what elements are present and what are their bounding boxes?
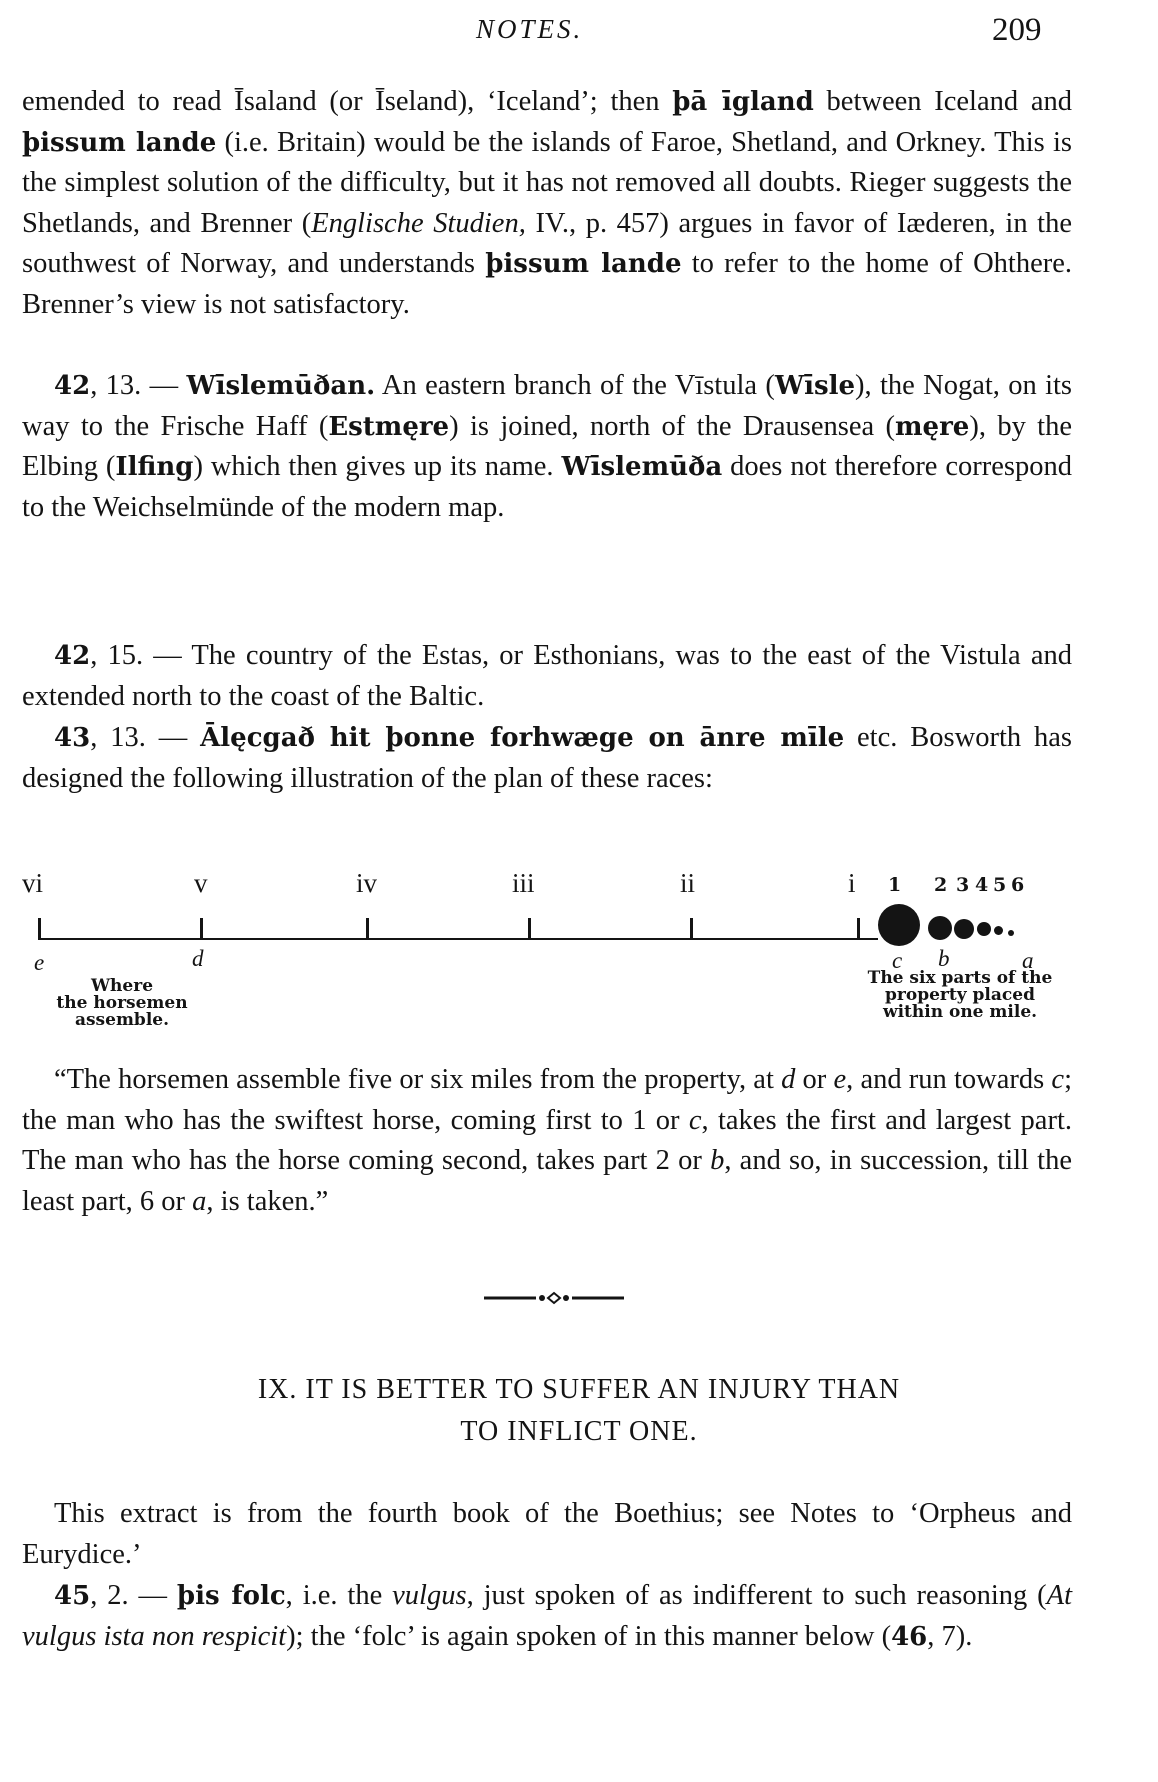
text-run: , just spoken of as indifferent to such reasoning (	[466, 1580, 1047, 1611]
part-number-1: 1	[888, 874, 902, 896]
line-reference: 46	[891, 1621, 928, 1652]
note-continuation	[22, 82, 1072, 325]
page-number: 209	[992, 12, 1042, 48]
caption-line: property placed	[885, 985, 1035, 1005]
text-run: , and run towards	[846, 1064, 1052, 1095]
note-45-2	[22, 1576, 1072, 1657]
italic-letter: e	[833, 1064, 847, 1095]
paragraph-boethius: This extract is from the fourth book of the Boethius; see Notes to ‘Orpheus and Eurydice.’	[22, 1498, 1072, 1570]
text-run: An eastern branch of the Vīstula (	[375, 370, 775, 401]
line-reference: 45	[54, 1581, 91, 1611]
old-english-term: þissum lande	[22, 127, 217, 158]
text-run: , 15. — The country of the Estas, or Esthonians, was to the east of the Vistula and extended north to the coast of the Baltic.	[22, 640, 1072, 712]
paragraph-iceland	[22, 82, 1072, 325]
caption-line: the horsemen	[56, 993, 188, 1013]
marker-ii: ii	[680, 868, 696, 898]
part-number-5: 5	[993, 874, 1007, 896]
italic-letter: c	[688, 1104, 702, 1136]
text-run: , 2. —	[90, 1580, 177, 1611]
property-part-4	[977, 922, 991, 936]
text-run: ), the Nogat, on its way to the Frische Haff (	[22, 370, 1072, 442]
label-b: b	[938, 946, 950, 971]
line-reference: 42	[54, 371, 91, 401]
tick-v	[200, 918, 203, 940]
italic-letter: c	[1051, 1064, 1065, 1095]
running-title: NOTES.	[476, 14, 584, 44]
old-english-term: þā īgland	[672, 87, 814, 117]
text-run: , 7).	[927, 1620, 973, 1652]
text-run: emended to read Īsaland (or Īseland), ‘Iceland’; then	[22, 86, 673, 117]
old-english-term: Estmęre	[328, 411, 450, 442]
text-run: or	[795, 1064, 834, 1095]
text-run: ) which then gives up its name.	[193, 451, 562, 482]
section-heading: IX. IT IS BETTER TO SUFFER AN INJURY THAN	[257, 1374, 901, 1405]
text-run: , 13. —	[90, 370, 187, 401]
part-number-6: 6	[1011, 874, 1025, 896]
tick-iv	[366, 918, 369, 940]
line-reference: 42	[54, 641, 91, 671]
text-run: , takes the first and largest part. The man who has the horse coming second, takes part 2 or	[22, 1104, 1072, 1176]
text-run: etc. Bosworth has designed the following illustration of the plan of these races:	[22, 722, 1072, 794]
caption-line: Where	[90, 976, 154, 996]
old-english-term: Wīslemūða	[561, 452, 723, 482]
text-run: ); the ‘folc’ is again spoken of in this manner below (	[286, 1620, 892, 1652]
citation-title: Englische Studien,	[311, 207, 526, 239]
italic-letter: a	[192, 1185, 207, 1217]
old-english-term: Ālęcgað hit þonne forhwæge on ānre mīle	[200, 723, 845, 753]
old-english-term: þissum lande	[485, 249, 682, 279]
text-run: , i.e. the	[285, 1580, 393, 1611]
text-run: IV., p. 457) argues in favor of Iæderen, in the southwest of Norway, and understands	[22, 207, 1072, 279]
marker-vi: vi	[22, 868, 44, 898]
label-d: d	[192, 946, 204, 971]
old-english-term: Wīsle	[774, 371, 856, 401]
caption-assembly	[42, 978, 202, 1029]
paragraph-wislemudan	[22, 366, 1072, 528]
property-part-5	[994, 926, 1003, 935]
paragraph-estas	[22, 636, 1072, 717]
caption-line: within one mile.	[882, 1002, 1038, 1022]
race-diagram	[22, 860, 1082, 1050]
caption-property	[860, 970, 1060, 1021]
property-part-6	[1008, 930, 1014, 936]
text-run: ), by the Elbing (	[22, 410, 1072, 482]
caption-line: The six parts of the	[867, 968, 1053, 988]
part-number-3: 3	[956, 874, 970, 896]
old-english-term: þis folc	[176, 1581, 286, 1611]
distance-line	[38, 938, 878, 940]
text-run: , and so, in succession, till the least part, 6 or	[22, 1145, 1072, 1217]
section-intro	[22, 1494, 1072, 1575]
marker-iv: iv	[356, 868, 378, 898]
tick-iii	[528, 918, 531, 940]
line-reference: 43	[54, 723, 91, 753]
property-part-3	[954, 919, 974, 939]
label-e: e	[34, 950, 45, 975]
part-number-2: 2	[934, 874, 948, 896]
part-number-4: 4	[975, 874, 989, 896]
text-run: , is taken.”	[206, 1185, 329, 1217]
property-part-1	[878, 904, 920, 946]
latin-term: vulgus	[392, 1580, 467, 1611]
text-run: , 13. —	[90, 722, 201, 753]
paragraph-folc	[22, 1576, 1072, 1657]
note-42-13	[22, 366, 1072, 528]
text-run: “The horsemen assemble five or six miles from the property, at	[54, 1064, 782, 1095]
label-a: a	[1022, 948, 1034, 973]
section-heading-line2: TO INFLICT ONE.	[460, 1416, 698, 1447]
tick-ii	[690, 918, 693, 940]
text-run: to refer to the home of Ohthere. Brenner’s view is not satisfactory.	[22, 248, 1072, 320]
marker-i: i	[848, 868, 856, 898]
text-run: (i.e. Britain) would be the islands of Faroe, Shetland, and Orkney. This is the simplest solution of the difficulty, but it has not removed all doubts. Rieger suggests the Shetlands, and Brenner (	[22, 126, 1073, 239]
note-43-13	[22, 718, 1072, 799]
marker-iii: iii	[512, 868, 535, 898]
latin-quotation: At vulgus ista non respicit	[22, 1580, 1072, 1652]
running-head	[0, 14, 1158, 54]
paragraph-races	[22, 718, 1072, 799]
italic-letter: d	[781, 1064, 796, 1095]
text-run: does not therefore correspond to the Weichselmünde of the modern map.	[22, 451, 1072, 523]
ornamental-divider	[484, 1291, 624, 1305]
label-c: c	[892, 948, 903, 973]
text-run: ) is joined, north of the Drausensea (	[449, 410, 896, 442]
text-run: between Iceland and	[813, 86, 1072, 117]
paragraph-quote	[22, 1060, 1072, 1222]
old-english-term: męre	[895, 411, 970, 442]
property-part-2	[928, 916, 952, 940]
tick-vi	[38, 918, 41, 940]
tick-i	[857, 918, 860, 940]
marker-v: v	[194, 868, 208, 898]
bosworth-quotation	[22, 1060, 1072, 1222]
text-run: ; the man who has the swiftest horse, coming first to 1 or	[22, 1064, 1072, 1136]
caption-line: assemble.	[74, 1010, 170, 1030]
old-english-term: Ilfing	[115, 452, 194, 482]
old-english-term: Wīslemūðan.	[186, 371, 376, 401]
note-42-15	[22, 636, 1072, 717]
italic-letter: b	[710, 1145, 725, 1176]
